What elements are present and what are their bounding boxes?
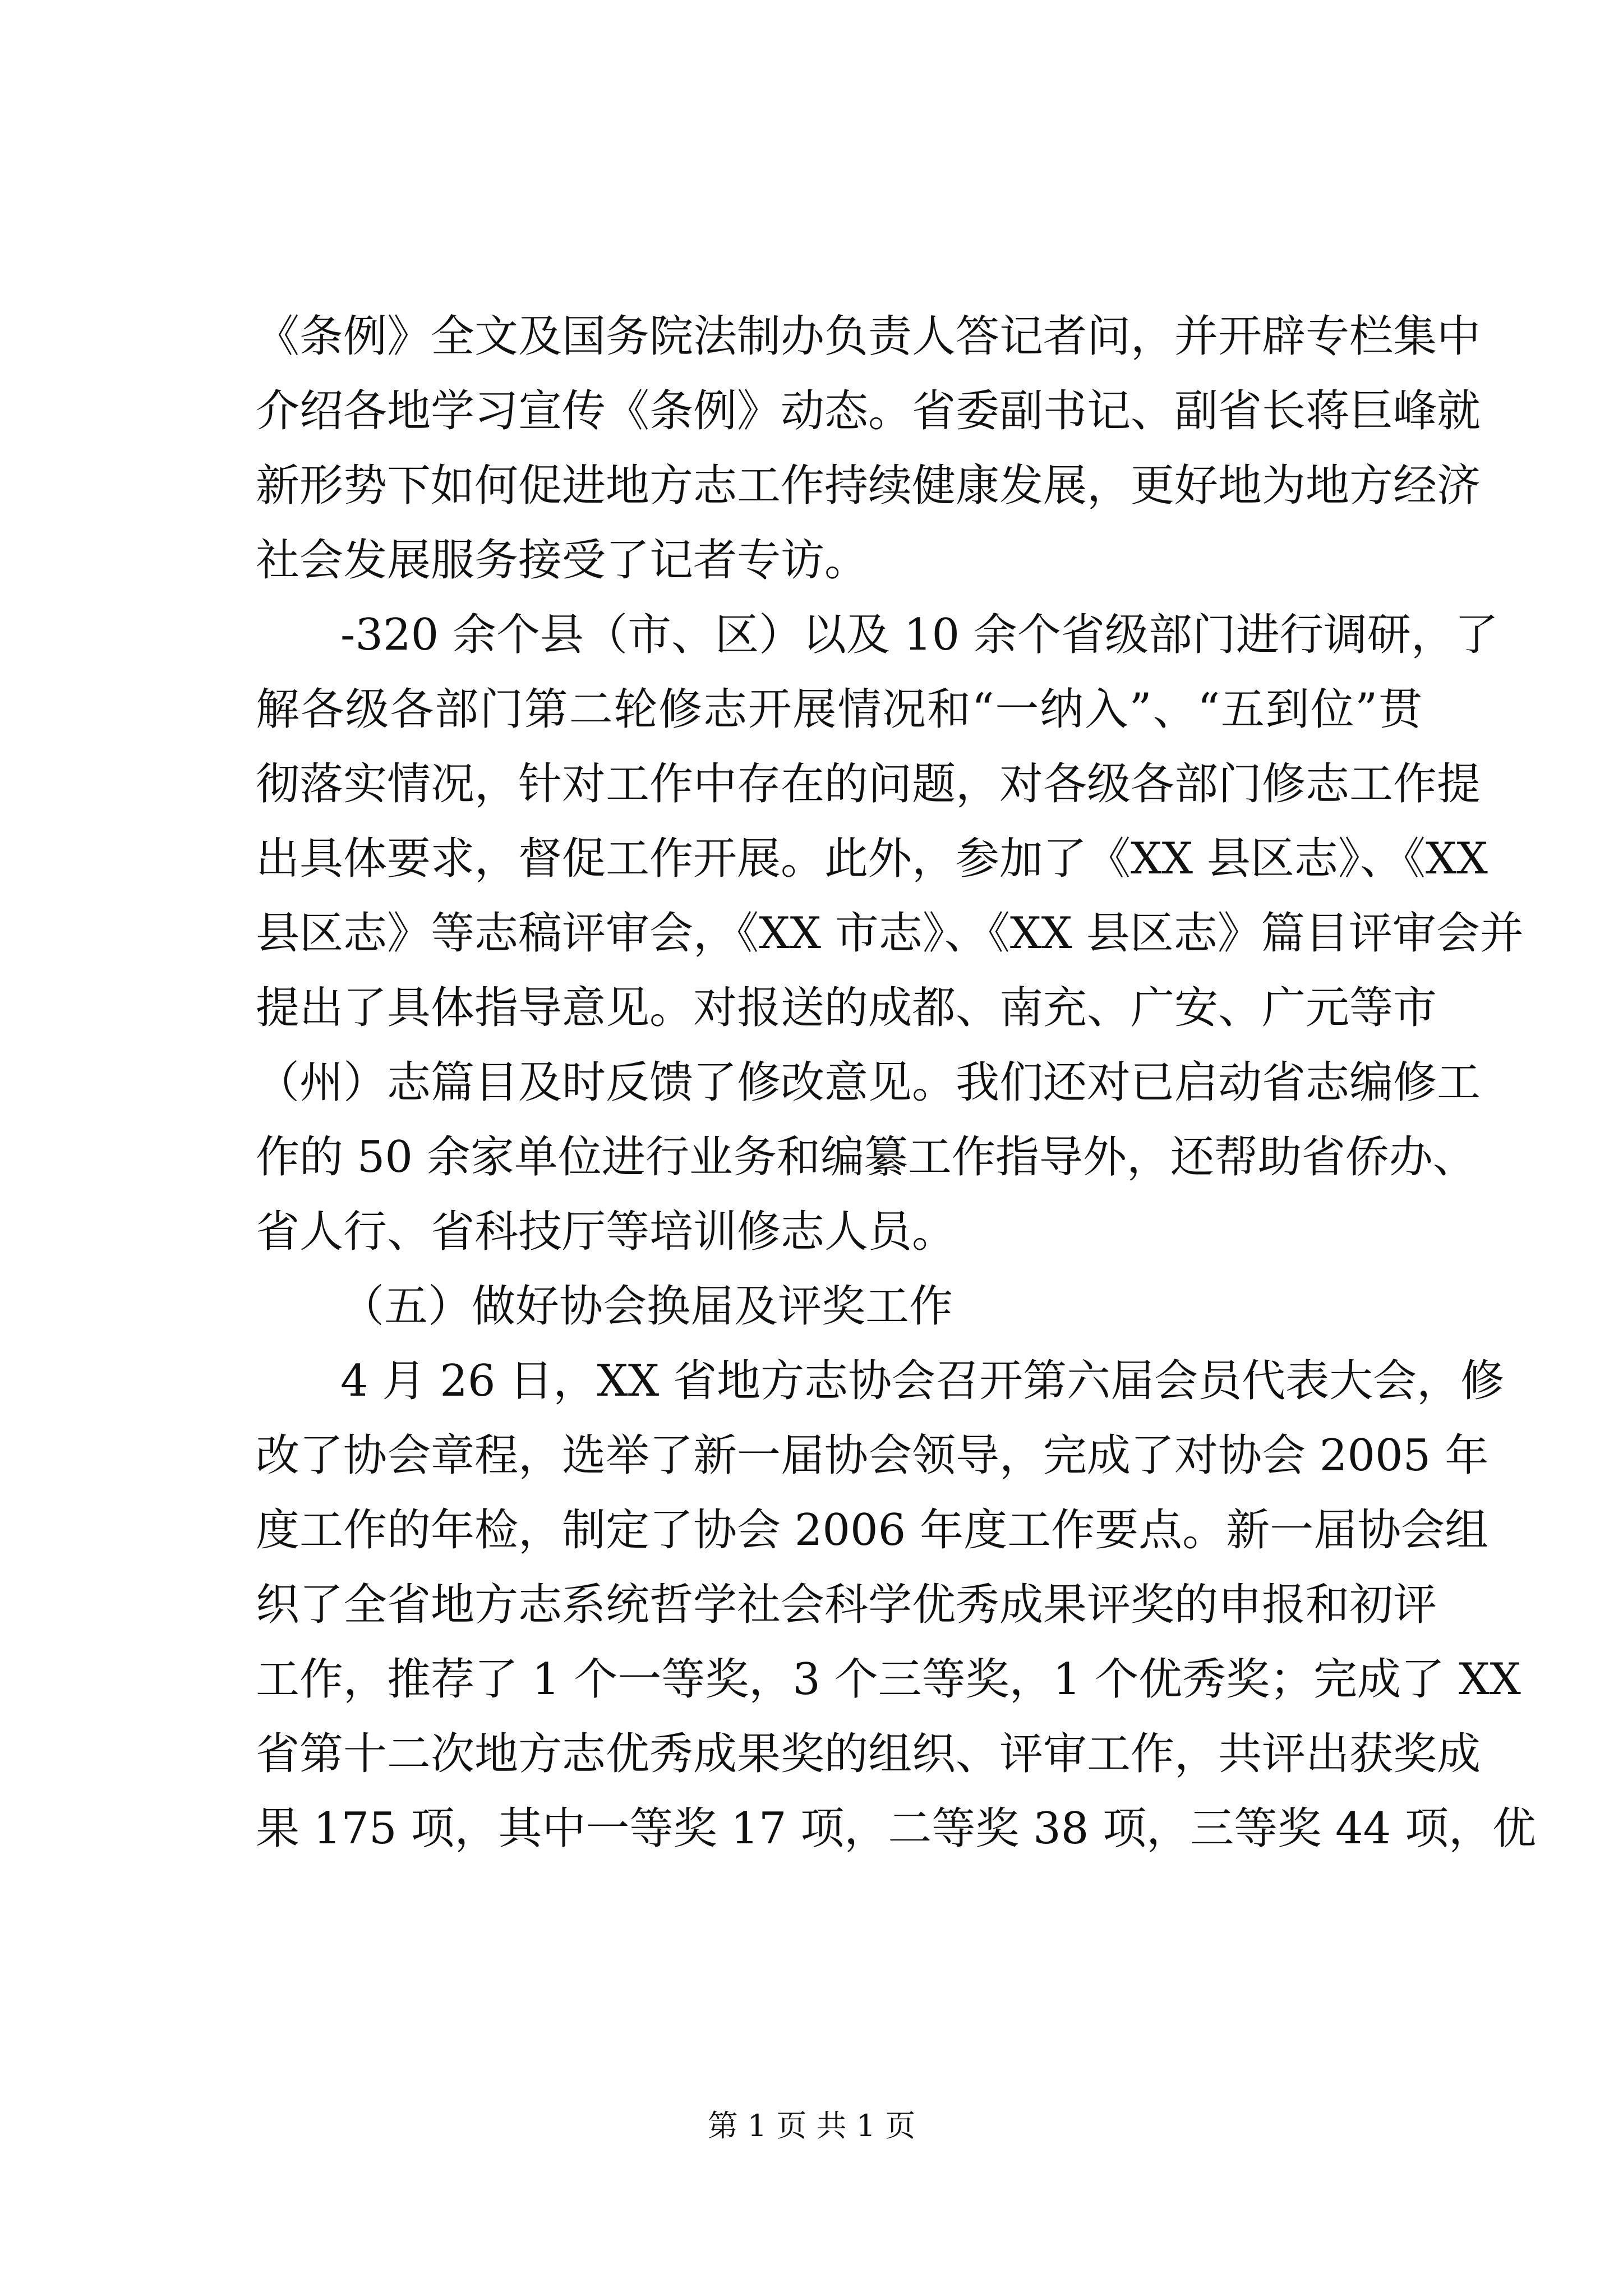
text-line: 工作，推荐了 1 个一等奖，3 个三等奖，1 个优秀奖；完成了 XX [256, 1654, 1521, 1705]
page-number-footer: 第 1 页 共 1 页 [707, 2108, 916, 2143]
text-line: 解各级各部门第二轮修志开展情况和“一纳入”、“五到位”贯 [256, 684, 1422, 735]
text-line: 改了协会章程，选举了新一届协会领导，完成了对协会 2005 年 [256, 1430, 1489, 1481]
text-line: 提出了具体指导意见。对报送的成都、南充、广安、广元等市 [256, 983, 1437, 1033]
text-line: 4 月 26 日，XX 省地方志协会召开第六届会员代表大会，修 [340, 1356, 1505, 1406]
text-line: 作的 50 余家单位进行业务和编纂工作指导外，还帮助省侨办、 [256, 1132, 1477, 1182]
text-line: 县区志》等志稿评审会，《XX 市志》、《XX 县区志》篇目评审会并 [256, 908, 1524, 959]
section-heading: （五）做好协会换届及评奖工作 [340, 1281, 953, 1332]
text-line: （州）志篇目及时反馈了修改意见。我们还对已启动省志编修工 [256, 1057, 1481, 1108]
text-line: 《条例》全文及国务院法制办负责人答记者问，并开辟专栏集中 [256, 311, 1481, 362]
text-line: 省人行、省科技厅等培训修志人员。 [256, 1207, 956, 1257]
text-line: 新形势下如何促进地方志工作持续健康发展，更好地为地方经济 [256, 461, 1481, 511]
text-line: 出具体要求，督促工作开展。此外，参加了《XX 县区志》、《XX [256, 834, 1488, 884]
text-line: 社会发展服务接受了记者专访。 [256, 535, 869, 586]
text-line: -320 余个县（市、区）以及 10 余个省级部门进行调研，了 [340, 610, 1498, 660]
text-line: 果 175 项，其中一等奖 17 项，二等奖 38 项，三等奖 44 项，优 [256, 1803, 1536, 1854]
text-line: 彻落实情况，针对工作中存在的问题，对各级各部门修志工作提 [256, 759, 1481, 809]
text-line: 织了全省地方志系统哲学社会科学优秀成果评奖的申报和初评 [256, 1580, 1437, 1630]
text-line: 度工作的年检，制定了协会 2006 年度工作要点。新一届协会组 [256, 1505, 1489, 1556]
text-line: 省第十二次地方志优秀成果奖的组织、评审工作，共评出获奖成 [256, 1729, 1481, 1779]
text-line: 介绍各地学习宣传《条例》动态。省委副书记、副省长蒋巨峰就 [256, 386, 1481, 436]
